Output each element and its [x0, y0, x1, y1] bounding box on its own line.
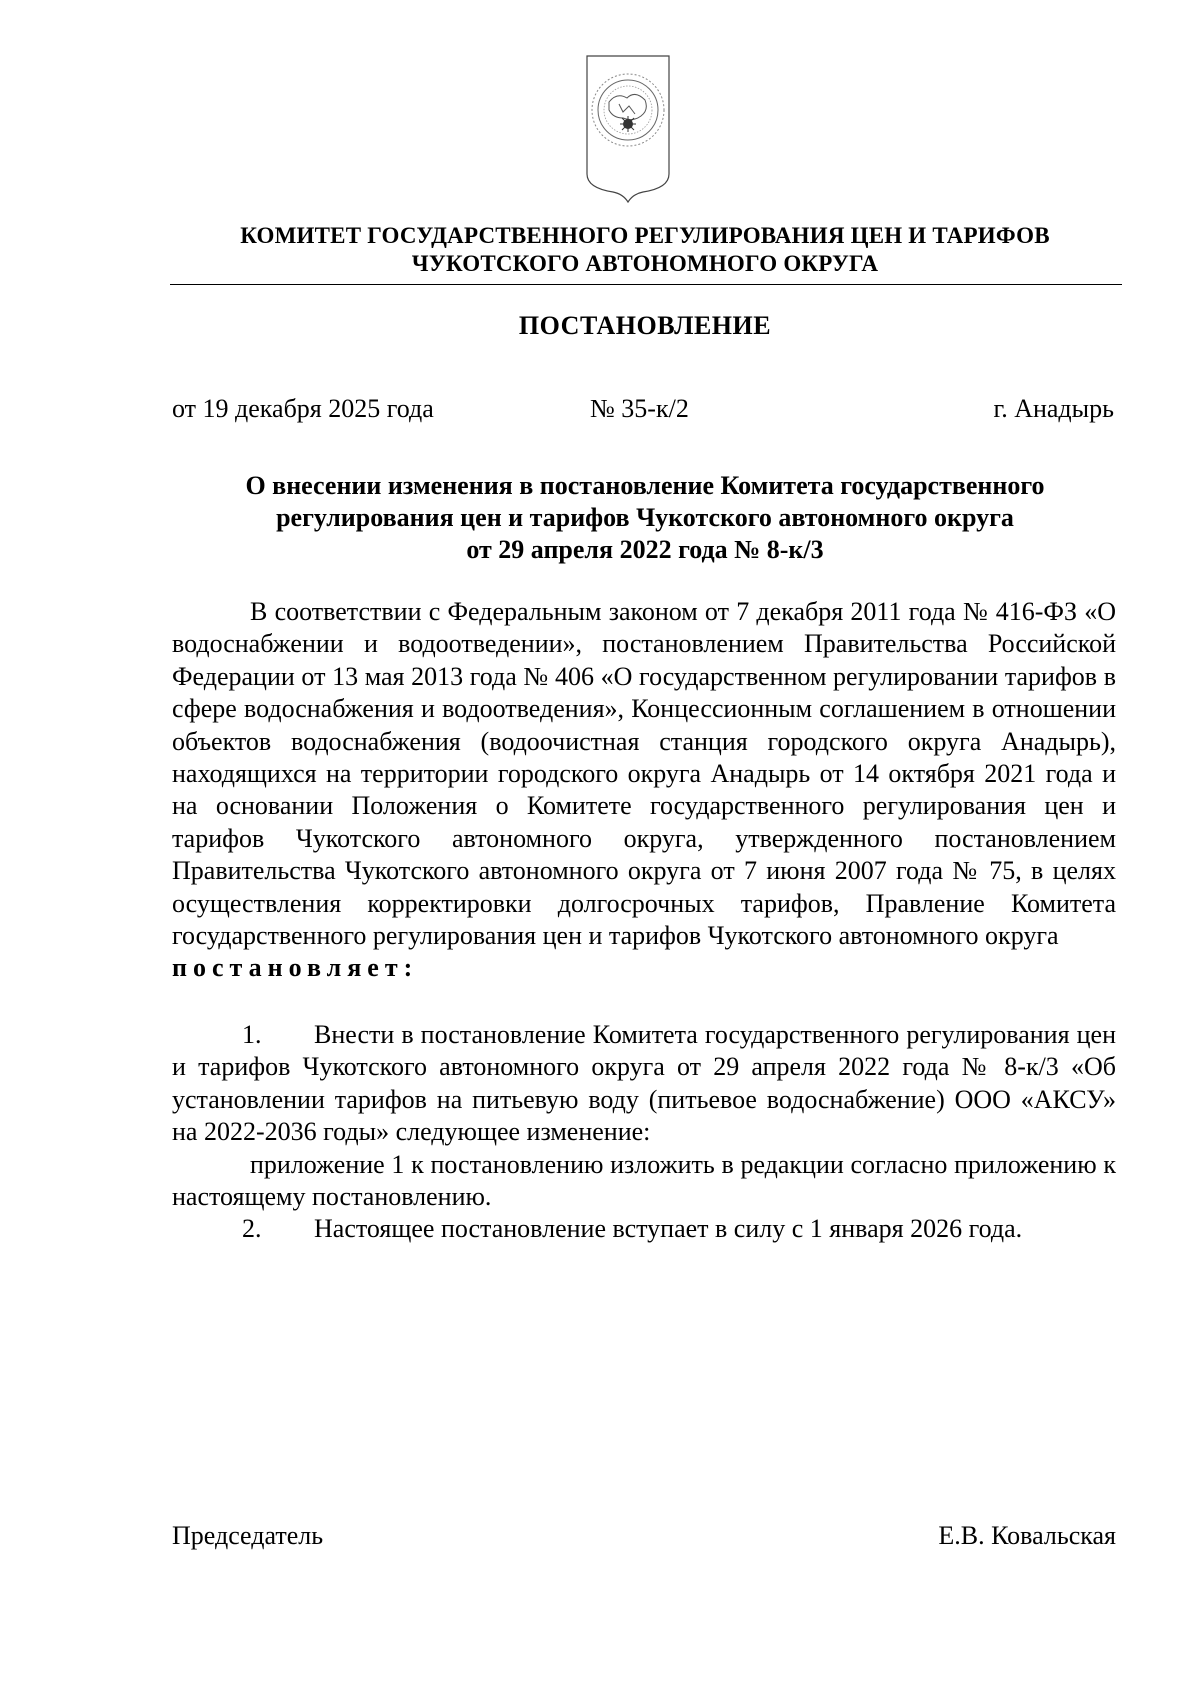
item-2-paragraph	[172, 1213, 1116, 1245]
preamble-paragraph: В соответствии с Федеральным законом от 7 декабря 2011 года № 416-ФЗ «О водоснабжении и водоотведении», постановлением Правительства Российской Федерации от 13 мая 2013 года № 406 «О государственном регулировании тарифов в сфере водоснабжения и водоотведения», Концессионным соглашением в отношении объектов водоснабжения (водоочистная станция городского округа Анадырь), находящихся на территории городского округа Анадырь от 14 октября 2021 года и на основании Положения о Комитете государственного регулирования цен и тарифов Чукотского автономного округа, утвержденного постановлением Правительства Чукотского автономного округа от 7 июня 2007 года № 75, в целях осуществления корректировки долгосрочных тарифов, Правление Комитета государственного регулирования цен и тарифов Чукотского автономного округа	[172, 597, 1116, 951]
paragraph-gap	[172, 985, 1116, 1019]
document-title-line2: регулирования цен и тарифов Чукотского автономного округа	[276, 503, 1014, 532]
item-1-number: 1.	[242, 1019, 262, 1049]
organization-name	[170, 222, 1120, 278]
signatory-role: Председатель	[172, 1521, 324, 1550]
document-title-line3: от 29 апреля 2022 года № 8-к/3	[466, 535, 824, 564]
document-title-line1: О внесении изменения в постановление Комитета государственного	[245, 471, 1045, 500]
item-1-text: Внести в постановление Комитета государственного регулирования цен и тарифов Чукотского автономного округа от 29 апреля 2022 года № 8-к/3 «Об установлении тарифов на питьевую воду (питьевое водоснабжение) ООО «АКСУ» на 2022-2036 годы» следующее изменение:	[172, 1019, 1116, 1147]
item-2-text: Настоящее постановление вступает в силу с 1 января 2026 года.	[314, 1214, 1023, 1244]
organization-name-line1: КОМИТЕТ ГОСУДАРСТВЕННОГО РЕГУЛИРОВАНИЯ ЦЕН И ТАРИФОВ	[240, 223, 1050, 248]
decree-word: постановляет:	[172, 953, 419, 983]
item-1-paragraph	[172, 1019, 1116, 1149]
organization-name-line2: ЧУКОТСКОГО АВТОНОМНОГО ОКРУГА	[411, 251, 879, 276]
signatory-name: Е.В. Ковальская	[938, 1521, 1116, 1550]
document-date: от 19 декабря 2025 года	[172, 394, 434, 423]
coat-of-arms-icon	[583, 52, 673, 204]
document-number: № 35-к/2	[590, 394, 689, 423]
document-body	[172, 596, 1116, 1246]
item-1-subparagraph: приложение 1 к постановлению изложить в редакции согласно приложению к настоящему постановлению.	[172, 1149, 1116, 1211]
document-title	[170, 470, 1120, 566]
header-divider	[170, 284, 1122, 285]
document-city: г. Анадырь	[993, 394, 1114, 423]
item-2-number: 2.	[242, 1214, 262, 1244]
document-type: ПОСТАНОВЛЕНИЕ	[518, 311, 772, 340]
